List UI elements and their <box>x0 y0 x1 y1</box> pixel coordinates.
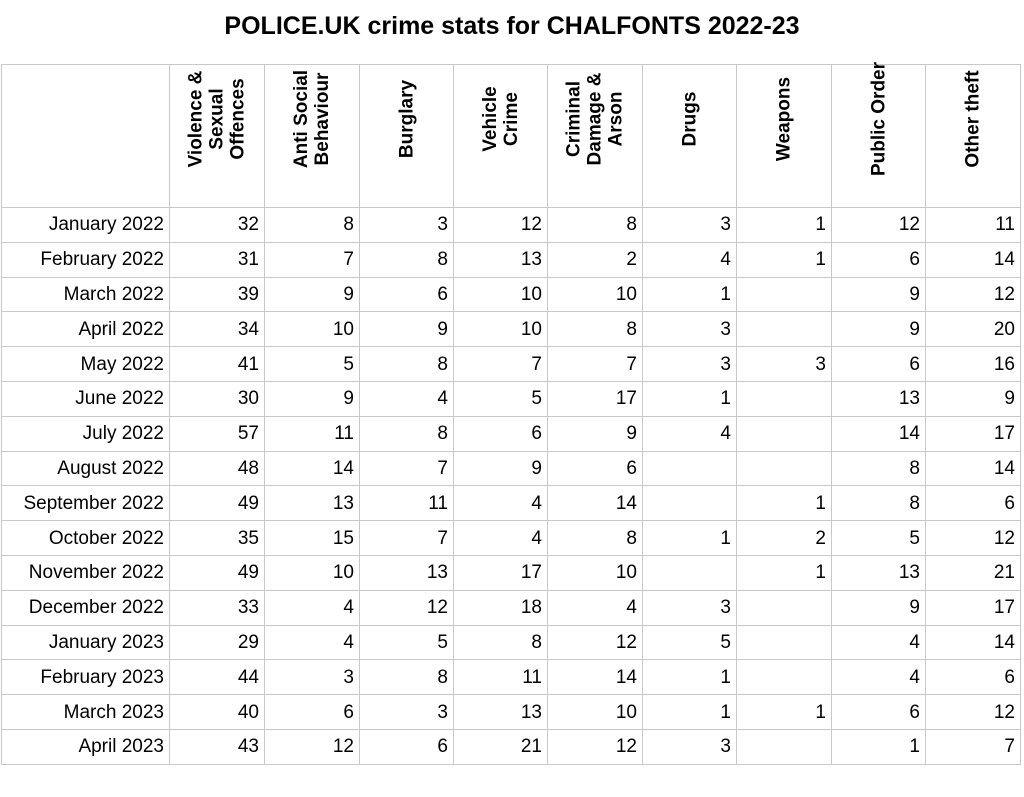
data-cell: 3 <box>360 695 454 730</box>
data-cell <box>737 625 832 660</box>
column-header-label: Vehicle Crime <box>479 86 522 152</box>
data-cell: 6 <box>926 660 1021 695</box>
data-cell: 31 <box>170 242 265 277</box>
data-cell: 7 <box>548 347 643 382</box>
column-header-label: Burglary <box>396 79 417 159</box>
data-cell: 41 <box>170 347 265 382</box>
column-header-label: Public Order <box>868 61 889 177</box>
data-cell: 15 <box>265 521 360 556</box>
data-cell: 11 <box>360 486 454 521</box>
data-cell <box>737 277 832 312</box>
data-cell: 13 <box>265 486 360 521</box>
data-cell: 4 <box>265 590 360 625</box>
column-header-label: Criminal Damage & Arson <box>563 72 627 166</box>
table-row <box>2 381 1021 416</box>
data-cell: 11 <box>926 208 1021 243</box>
data-cell: 7 <box>926 729 1021 764</box>
data-cell: 48 <box>170 451 265 486</box>
data-cell: 39 <box>170 277 265 312</box>
data-cell: 14 <box>548 660 643 695</box>
data-cell: 6 <box>832 695 926 730</box>
data-cell: 10 <box>548 555 643 590</box>
data-cell: 12 <box>454 208 548 243</box>
data-cell: 14 <box>926 242 1021 277</box>
row-label: February 2023 <box>2 660 170 695</box>
data-cell <box>643 555 737 590</box>
data-cell: 6 <box>454 416 548 451</box>
data-cell: 3 <box>360 208 454 243</box>
data-cell: 1 <box>643 660 737 695</box>
data-cell: 12 <box>548 729 643 764</box>
data-cell: 2 <box>737 521 832 556</box>
data-cell: 30 <box>170 381 265 416</box>
corner-cell <box>2 65 170 208</box>
data-cell: 8 <box>454 625 548 660</box>
data-cell: 49 <box>170 555 265 590</box>
column-header <box>360 65 454 208</box>
data-cell: 6 <box>265 695 360 730</box>
data-cell: 8 <box>832 451 926 486</box>
column-header-label: Drugs <box>679 91 700 147</box>
data-cell <box>643 486 737 521</box>
data-cell: 5 <box>643 625 737 660</box>
data-cell: 3 <box>643 208 737 243</box>
row-label: October 2022 <box>2 521 170 556</box>
table-row <box>2 277 1021 312</box>
data-cell: 10 <box>265 555 360 590</box>
data-cell: 10 <box>454 277 548 312</box>
row-label: December 2022 <box>2 590 170 625</box>
table-row <box>2 660 1021 695</box>
data-cell: 12 <box>832 208 926 243</box>
data-cell: 4 <box>265 625 360 660</box>
data-cell: 7 <box>265 242 360 277</box>
row-label: November 2022 <box>2 555 170 590</box>
data-cell: 9 <box>265 277 360 312</box>
row-label: April 2023 <box>2 729 170 764</box>
header-row <box>2 65 1021 208</box>
data-cell: 8 <box>548 208 643 243</box>
table-row <box>2 521 1021 556</box>
table-row <box>2 555 1021 590</box>
data-cell: 4 <box>832 625 926 660</box>
table-row <box>2 208 1021 243</box>
data-cell: 12 <box>926 695 1021 730</box>
data-cell: 9 <box>454 451 548 486</box>
data-cell: 12 <box>360 590 454 625</box>
table-row <box>2 590 1021 625</box>
data-cell: 16 <box>926 347 1021 382</box>
table-row <box>2 729 1021 764</box>
data-cell: 1 <box>737 242 832 277</box>
data-cell: 13 <box>832 381 926 416</box>
chart-title: POLICE.UK crime stats for CHALFONTS 2022-23 <box>224 12 800 40</box>
data-cell: 13 <box>832 555 926 590</box>
data-cell: 10 <box>265 312 360 347</box>
data-cell: 12 <box>548 625 643 660</box>
data-cell: 8 <box>360 242 454 277</box>
table-body <box>2 208 1021 765</box>
row-label: August 2022 <box>2 451 170 486</box>
column-header-label: Other theft <box>962 70 984 168</box>
data-cell: 6 <box>360 729 454 764</box>
data-cell: 40 <box>170 695 265 730</box>
data-cell: 17 <box>926 590 1021 625</box>
data-cell: 12 <box>926 277 1021 312</box>
row-label: June 2022 <box>2 381 170 416</box>
data-cell: 1 <box>643 695 737 730</box>
data-cell: 5 <box>454 381 548 416</box>
column-header <box>926 65 1021 208</box>
data-cell: 1 <box>737 555 832 590</box>
data-cell: 10 <box>454 312 548 347</box>
data-cell: 8 <box>548 312 643 347</box>
data-cell: 8 <box>265 208 360 243</box>
data-cell: 1 <box>643 381 737 416</box>
data-cell: 17 <box>926 416 1021 451</box>
data-cell: 4 <box>360 381 454 416</box>
table-row <box>2 312 1021 347</box>
column-header <box>548 65 643 208</box>
data-cell: 4 <box>548 590 643 625</box>
data-cell: 8 <box>832 486 926 521</box>
table-row <box>2 242 1021 277</box>
row-label: July 2022 <box>2 416 170 451</box>
data-cell: 9 <box>832 277 926 312</box>
column-header <box>170 65 265 208</box>
data-cell: 5 <box>265 347 360 382</box>
data-cell: 7 <box>360 451 454 486</box>
data-cell: 13 <box>454 242 548 277</box>
data-cell: 14 <box>926 451 1021 486</box>
data-cell <box>643 451 737 486</box>
table-row <box>2 416 1021 451</box>
data-cell: 3 <box>265 660 360 695</box>
data-cell: 8 <box>360 416 454 451</box>
data-cell: 6 <box>832 242 926 277</box>
column-header <box>265 65 360 208</box>
data-cell: 4 <box>832 660 926 695</box>
table-row <box>2 451 1021 486</box>
data-cell: 8 <box>360 660 454 695</box>
data-cell: 1 <box>737 486 832 521</box>
data-cell: 35 <box>170 521 265 556</box>
data-cell: 1 <box>737 208 832 243</box>
data-cell: 11 <box>265 416 360 451</box>
column-header <box>643 65 737 208</box>
table-row <box>2 625 1021 660</box>
data-cell: 13 <box>454 695 548 730</box>
data-cell <box>737 312 832 347</box>
data-cell: 4 <box>454 521 548 556</box>
table-row <box>2 695 1021 730</box>
table-row <box>2 347 1021 382</box>
column-header <box>737 65 832 208</box>
data-cell: 43 <box>170 729 265 764</box>
data-cell: 1 <box>737 695 832 730</box>
data-cell: 14 <box>926 625 1021 660</box>
data-cell: 8 <box>548 521 643 556</box>
row-label: January 2023 <box>2 625 170 660</box>
data-cell: 9 <box>265 381 360 416</box>
data-cell: 21 <box>454 729 548 764</box>
data-cell: 18 <box>454 590 548 625</box>
data-cell: 5 <box>832 521 926 556</box>
data-cell: 8 <box>360 347 454 382</box>
data-cell: 3 <box>643 590 737 625</box>
row-label: March 2023 <box>2 695 170 730</box>
row-label: January 2022 <box>2 208 170 243</box>
column-header-label: Anti Social Behaviour <box>291 69 333 169</box>
data-cell: 9 <box>926 381 1021 416</box>
data-cell: 32 <box>170 208 265 243</box>
data-cell: 4 <box>454 486 548 521</box>
data-cell: 4 <box>643 416 737 451</box>
data-cell: 14 <box>832 416 926 451</box>
data-cell: 13 <box>360 555 454 590</box>
data-cell: 17 <box>548 381 643 416</box>
data-cell: 1 <box>832 729 926 764</box>
data-cell <box>737 590 832 625</box>
data-cell: 2 <box>548 242 643 277</box>
column-header-label: Weapons <box>773 76 795 162</box>
data-cell: 4 <box>643 242 737 277</box>
data-cell: 9 <box>360 312 454 347</box>
data-cell <box>737 451 832 486</box>
data-cell: 1 <box>643 521 737 556</box>
data-cell <box>737 729 832 764</box>
data-cell <box>737 381 832 416</box>
data-cell: 49 <box>170 486 265 521</box>
data-cell: 33 <box>170 590 265 625</box>
column-header <box>832 61 926 208</box>
data-cell: 34 <box>170 312 265 347</box>
row-label: February 2022 <box>2 242 170 277</box>
data-cell: 29 <box>170 625 265 660</box>
data-cell: 6 <box>360 277 454 312</box>
data-cell: 9 <box>548 416 643 451</box>
data-cell: 3 <box>643 347 737 382</box>
data-cell <box>737 416 832 451</box>
data-cell: 12 <box>926 521 1021 556</box>
data-cell: 44 <box>170 660 265 695</box>
data-cell: 11 <box>454 660 548 695</box>
data-cell: 1 <box>643 277 737 312</box>
data-cell: 20 <box>926 312 1021 347</box>
row-label: September 2022 <box>2 486 170 521</box>
data-cell: 9 <box>832 590 926 625</box>
column-header-label: Violence & Sexual Offences <box>185 70 249 168</box>
column-header <box>454 65 548 208</box>
data-cell: 21 <box>926 555 1021 590</box>
data-cell: 3 <box>643 729 737 764</box>
data-cell: 6 <box>548 451 643 486</box>
data-cell: 17 <box>454 555 548 590</box>
row-label: April 2022 <box>2 312 170 347</box>
data-cell: 3 <box>737 347 832 382</box>
row-label: May 2022 <box>2 347 170 382</box>
data-cell: 14 <box>548 486 643 521</box>
crime-stats-table <box>1 61 1021 765</box>
data-cell: 5 <box>360 625 454 660</box>
data-cell: 57 <box>170 416 265 451</box>
data-cell: 6 <box>832 347 926 382</box>
data-cell: 7 <box>454 347 548 382</box>
data-cell: 14 <box>265 451 360 486</box>
data-cell: 3 <box>643 312 737 347</box>
data-cell <box>737 660 832 695</box>
data-cell: 7 <box>360 521 454 556</box>
row-label: March 2022 <box>2 277 170 312</box>
data-cell: 6 <box>926 486 1021 521</box>
table-row <box>2 486 1021 521</box>
data-cell: 10 <box>548 277 643 312</box>
data-cell: 9 <box>832 312 926 347</box>
data-cell: 12 <box>265 729 360 764</box>
data-cell: 10 <box>548 695 643 730</box>
